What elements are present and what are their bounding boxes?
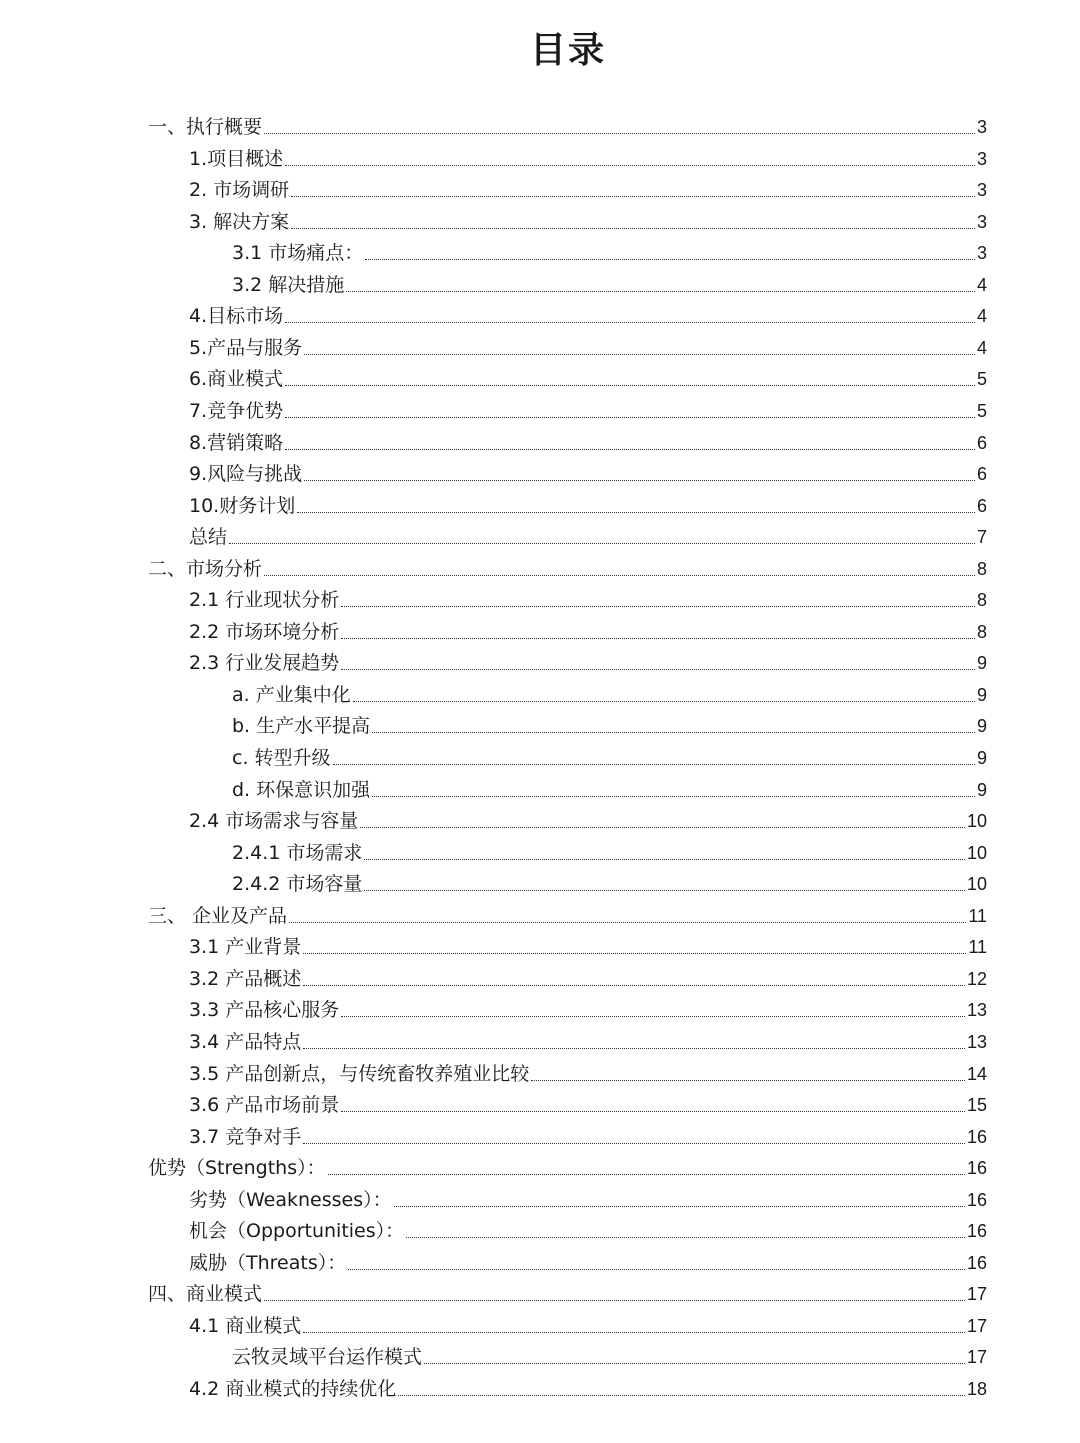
toc-entry-page-number: 9 bbox=[976, 716, 987, 737]
toc-entry[interactable] bbox=[189, 932, 987, 962]
toc-entry-page-number: 8 bbox=[976, 621, 987, 642]
toc-entry[interactable] bbox=[232, 680, 987, 710]
dot-leader bbox=[264, 575, 975, 576]
toc-entry[interactable] bbox=[189, 1090, 987, 1120]
toc-entry[interactable] bbox=[189, 175, 987, 205]
toc-entry-label: 二、市场分析 bbox=[148, 557, 263, 580]
toc-entry[interactable] bbox=[189, 617, 987, 647]
dot-leader bbox=[297, 512, 975, 513]
toc-entry-label: 8.营销策略 bbox=[189, 431, 284, 454]
dot-leader bbox=[285, 165, 975, 166]
dot-leader bbox=[424, 1363, 965, 1364]
toc-entry[interactable] bbox=[189, 459, 987, 489]
dot-leader bbox=[303, 985, 965, 986]
dot-leader bbox=[303, 1332, 965, 1333]
toc-entry-label: 4.2 商业模式的持续优化 bbox=[189, 1378, 397, 1400]
toc-entry-page-number: 15 bbox=[966, 1095, 987, 1116]
dot-leader bbox=[365, 259, 975, 260]
dot-leader bbox=[341, 1111, 965, 1112]
toc-entry-label: 总结 bbox=[189, 526, 228, 549]
toc-entry-label: 2. 市场调研 bbox=[189, 179, 290, 202]
toc-entry-page-number: 3 bbox=[976, 243, 987, 264]
dot-leader bbox=[341, 669, 975, 670]
toc-entry[interactable] bbox=[189, 806, 987, 836]
toc-entry-label: 1.项目概述 bbox=[189, 147, 284, 170]
toc-entry-page-number: 13 bbox=[966, 1031, 987, 1052]
toc-entry-page-number: 5 bbox=[976, 400, 987, 421]
toc-entry-page-number: 4 bbox=[976, 274, 987, 295]
toc-entry-page-number: 5 bbox=[976, 369, 987, 390]
toc-entry-page-number: 14 bbox=[966, 1063, 987, 1084]
toc-entry-page-number: 3 bbox=[976, 117, 987, 137]
toc-entry-label: 2.1 行业现状分析 bbox=[189, 589, 340, 612]
toc-entry[interactable] bbox=[189, 396, 987, 426]
toc-entry[interactable] bbox=[189, 995, 987, 1025]
toc-entry-label: 10.财务计划 bbox=[189, 494, 296, 517]
toc-entry-page-number: 9 bbox=[976, 653, 987, 674]
toc-entry-label: 3.6 产品市场前景 bbox=[189, 1094, 340, 1117]
toc-entry[interactable] bbox=[148, 1153, 987, 1183]
toc-entry[interactable] bbox=[189, 207, 987, 237]
dot-leader bbox=[285, 449, 975, 450]
toc-entry-label: 云牧灵域平台运作模式 bbox=[232, 1346, 423, 1369]
toc-entry-label: 9.风险与挑战 bbox=[189, 463, 303, 486]
toc-entry-label: 6.商业模式 bbox=[189, 368, 284, 391]
toc-entry-page-number: 11 bbox=[968, 937, 987, 958]
dot-leader bbox=[341, 1016, 965, 1017]
dot-leader bbox=[303, 1048, 965, 1049]
toc-entry-page-number: 3 bbox=[976, 211, 987, 232]
toc-entry-page-number: 4 bbox=[976, 337, 987, 358]
toc-entry[interactable] bbox=[232, 711, 987, 741]
toc-entry-page-number: 6 bbox=[976, 432, 987, 453]
toc-entry-page-number: 8 bbox=[976, 558, 987, 579]
dot-leader bbox=[364, 890, 965, 891]
toc-entry-page-number: 16 bbox=[966, 1126, 987, 1147]
toc-entry-page-number: 17 bbox=[966, 1315, 987, 1336]
dot-leader bbox=[406, 1237, 965, 1238]
toc-entry-page-number: 9 bbox=[976, 779, 987, 800]
toc-entry-label: 2.4 市场需求与容量 bbox=[189, 810, 359, 833]
toc-entry[interactable] bbox=[232, 743, 987, 773]
toc-entry[interactable] bbox=[148, 554, 987, 584]
toc-entry-label: 四、商业模式 bbox=[148, 1283, 263, 1306]
dot-leader bbox=[285, 385, 975, 386]
dot-leader bbox=[341, 606, 975, 607]
toc-entry-page-number: 4 bbox=[976, 306, 987, 327]
dot-leader bbox=[372, 796, 975, 797]
dot-leader bbox=[285, 322, 975, 323]
toc-entry[interactable] bbox=[189, 1122, 987, 1152]
toc-entry-label: 4.1 商业模式 bbox=[189, 1314, 302, 1337]
dot-leader bbox=[291, 228, 975, 229]
toc-entry[interactable] bbox=[189, 1311, 987, 1341]
dot-leader bbox=[328, 1174, 965, 1175]
dot-leader bbox=[364, 859, 965, 860]
toc-entry-label: 3.7 竞争对手 bbox=[189, 1125, 302, 1148]
dot-leader bbox=[372, 732, 975, 733]
toc-entry-page-number: 10 bbox=[966, 811, 987, 832]
toc-entry[interactable] bbox=[189, 333, 987, 363]
toc-entry-label: d. 环保意识加强 bbox=[232, 778, 371, 801]
toc-entry-label: 3.1 产业背景 bbox=[189, 936, 302, 959]
dot-leader bbox=[304, 480, 975, 481]
toc-entry[interactable] bbox=[189, 1216, 987, 1246]
toc-entry-page-number: 7 bbox=[976, 527, 987, 548]
toc-entry-page-number: 18 bbox=[966, 1379, 987, 1399]
toc-entry[interactable] bbox=[189, 1248, 987, 1278]
dot-leader bbox=[303, 1143, 965, 1144]
toc-entry-label: 机会（Opportunities）： bbox=[189, 1220, 405, 1243]
toc-entry[interactable] bbox=[189, 964, 987, 994]
toc-entry-page-number: 8 bbox=[976, 590, 987, 611]
toc-entry-page-number: 6 bbox=[976, 495, 987, 516]
dot-leader bbox=[303, 953, 966, 954]
toc-entry-page-number: 16 bbox=[966, 1189, 987, 1210]
toc-entry[interactable] bbox=[232, 838, 987, 868]
dot-leader bbox=[291, 196, 975, 197]
toc-entry-page-number: 3 bbox=[976, 148, 987, 169]
toc-entry-page-number: 16 bbox=[966, 1158, 987, 1179]
toc-entry-page-number: 9 bbox=[976, 684, 987, 705]
toc-entry-page-number: 17 bbox=[966, 1347, 987, 1368]
toc-entry-page-number: 10 bbox=[966, 874, 987, 895]
toc-entry-page-number: 16 bbox=[966, 1252, 987, 1273]
dot-leader bbox=[394, 1206, 965, 1207]
dot-leader bbox=[229, 543, 975, 544]
toc-entry-label: 3.3 产品核心服务 bbox=[189, 999, 340, 1022]
dot-leader bbox=[264, 133, 975, 134]
dot-leader bbox=[360, 827, 965, 828]
toc-entry[interactable] bbox=[232, 1342, 987, 1372]
toc-entry-label: 3.2 解决措施 bbox=[232, 273, 345, 296]
toc-entry[interactable] bbox=[189, 491, 987, 521]
toc-entry-label: 2.4.1 市场需求 bbox=[232, 841, 363, 864]
toc-entry-label: 2.2 市场环境分析 bbox=[189, 620, 340, 643]
toc-entry[interactable] bbox=[189, 585, 987, 615]
toc-entry-label: 优势（Strengths）： bbox=[148, 1157, 326, 1180]
dot-leader bbox=[341, 638, 975, 639]
toc-entry-page-number: 3 bbox=[976, 180, 987, 201]
toc-entry-label: 3. 解决方案 bbox=[189, 210, 290, 233]
dot-leader bbox=[398, 1395, 965, 1396]
toc-entry[interactable] bbox=[189, 301, 987, 331]
toc-entry[interactable] bbox=[189, 1374, 987, 1404]
toc-entry[interactable] bbox=[148, 901, 987, 931]
toc-entry-label: 三、 企业及产品 bbox=[148, 904, 288, 927]
toc-entry-label: 3.5 产品创新点，与传统畜牧养殖业比较 bbox=[189, 1062, 530, 1085]
toc-entry-label: a. 产业集中化 bbox=[232, 683, 351, 706]
toc-entry[interactable] bbox=[148, 1279, 987, 1309]
toc-entry[interactable] bbox=[189, 522, 987, 552]
page-title: 目录 bbox=[529, 30, 606, 71]
toc-entry-label: 劣势（Weaknesses）： bbox=[189, 1188, 392, 1211]
toc-entry-label: 2.4.2 市场容量 bbox=[232, 873, 363, 896]
toc-entry-page-number: 11 bbox=[968, 905, 987, 926]
toc-entry-label: 3.4 产品特点 bbox=[189, 1030, 302, 1053]
toc-entry-label: 5.产品与服务 bbox=[189, 336, 303, 359]
dot-leader bbox=[531, 1080, 965, 1081]
toc-entry-page-number: 6 bbox=[976, 464, 987, 485]
toc-entry-label: 威胁（Threats）： bbox=[189, 1251, 347, 1274]
toc-entry[interactable] bbox=[148, 112, 987, 142]
toc-entry[interactable] bbox=[189, 144, 987, 174]
toc-entry-page-number: 13 bbox=[966, 1000, 987, 1021]
toc-entry-label: 3.1 市场痛点： bbox=[232, 242, 364, 265]
toc-entry[interactable] bbox=[189, 1027, 987, 1057]
toc-entry-label: 4.目标市场 bbox=[189, 305, 284, 328]
dot-leader bbox=[304, 354, 975, 355]
toc-entry-page-number: 10 bbox=[966, 842, 987, 863]
toc-entry[interactable] bbox=[189, 1059, 987, 1089]
toc-entry[interactable] bbox=[189, 648, 987, 678]
toc-entry[interactable] bbox=[232, 270, 987, 300]
toc-entry[interactable] bbox=[189, 1185, 987, 1215]
toc-entry-label: 一、执行概要 bbox=[148, 116, 263, 138]
toc-entry-page-number: 12 bbox=[966, 968, 987, 989]
toc-entry-label: 3.2 产品概述 bbox=[189, 967, 302, 990]
toc-entry[interactable] bbox=[189, 428, 987, 458]
toc-entry-page-number: 17 bbox=[966, 1284, 987, 1305]
toc-entry[interactable] bbox=[232, 238, 987, 268]
dot-leader bbox=[353, 701, 975, 702]
dot-leader bbox=[346, 291, 975, 292]
dot-leader bbox=[333, 764, 975, 765]
toc-entry-page-number: 9 bbox=[976, 748, 987, 768]
toc-entry-label: 7.竞争优势 bbox=[189, 399, 284, 422]
toc-entry-label: 2.3 行业发展趋势 bbox=[189, 652, 340, 675]
toc-entry[interactable] bbox=[232, 869, 987, 899]
dot-leader bbox=[348, 1269, 965, 1270]
dot-leader bbox=[264, 1300, 965, 1301]
toc-entry-page-number: 16 bbox=[966, 1221, 987, 1242]
toc-entry-label: b. 生产水平提高 bbox=[232, 715, 371, 738]
toc-entry[interactable] bbox=[232, 775, 987, 805]
dot-leader bbox=[289, 922, 966, 923]
dot-leader bbox=[285, 417, 975, 418]
toc-entry[interactable] bbox=[189, 364, 987, 394]
toc-entry-label: c. 转型升级 bbox=[232, 747, 331, 769]
